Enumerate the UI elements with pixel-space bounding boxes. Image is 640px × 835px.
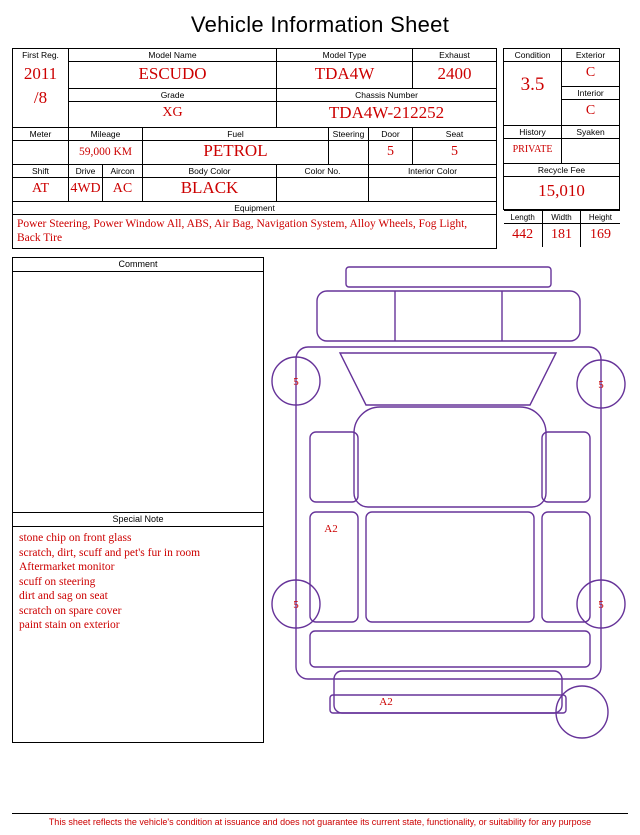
first-reg-year: 2011: [23, 64, 58, 83]
damage-mark: 5: [293, 376, 299, 388]
damage-mark: A2: [324, 523, 338, 535]
door-label-cell: [369, 128, 413, 141]
interior-label: Interior: [577, 88, 604, 99]
front-bumper-shape: [346, 267, 551, 287]
height-value: 169: [589, 226, 611, 242]
condition-table: [503, 48, 620, 249]
special-note-line: scratch, dirt, scuff and pet's fur in room: [19, 546, 201, 559]
shift-label-cell: [13, 165, 69, 178]
recycle-fee-label: Recycle Fee: [537, 165, 586, 176]
width-label: Width: [551, 212, 572, 222]
special-note-line: dirt and sag on seat: [19, 590, 108, 602]
steering-label: Steering: [332, 129, 365, 139]
spare-tire: [556, 686, 608, 738]
first-reg-month: /8: [33, 88, 48, 107]
exhaust-value-cell: [413, 62, 497, 89]
interior-color-label: Interior Color: [407, 166, 458, 176]
special-note-list: [13, 527, 263, 637]
history-label: History: [519, 126, 546, 137]
seat-value: 5: [451, 144, 459, 159]
shift-value: AT: [31, 181, 50, 196]
interior-value-cell: [562, 100, 620, 125]
left-front-seat: [310, 432, 358, 502]
length-label: Length: [510, 212, 535, 222]
condition-value-cell: [504, 62, 562, 126]
comment-box: [12, 257, 264, 513]
right-front-seat: [542, 432, 590, 502]
dimension-table: [504, 210, 620, 247]
seat-label-cell: [413, 128, 497, 141]
condition-label: Condition: [514, 50, 551, 60]
drive-value-cell: [69, 178, 103, 202]
equipment-label: Equipment: [234, 203, 275, 213]
steering-label-cell: [329, 128, 369, 141]
aircon-label: Aircon: [110, 166, 135, 176]
color-no-value-cell: [277, 178, 369, 202]
door-value: 5: [387, 144, 395, 159]
drive-label: Drive: [75, 166, 96, 176]
shift-value-cell: [13, 178, 69, 202]
trunk-shape: [310, 631, 590, 667]
meter-value-cell: [13, 141, 69, 165]
special-note-box: [12, 513, 264, 743]
height-value-cell: [581, 223, 620, 247]
width-label-cell: [542, 210, 581, 223]
model-type-label: Model Type: [322, 50, 367, 60]
aircon-value: AC: [112, 181, 133, 196]
interior-color-value-cell: [369, 178, 497, 202]
syaken-label-cell: [562, 125, 620, 138]
body-color-value-cell: [143, 178, 277, 202]
seat-value-cell: [413, 141, 497, 165]
model-name-value-cell: [69, 62, 277, 89]
shift-label: Shift: [31, 166, 49, 176]
body-color-label-cell: [143, 165, 277, 178]
seat-label: Seat: [445, 129, 464, 139]
equipment-value-cell: [13, 215, 497, 249]
interior-value: C: [585, 103, 596, 119]
model-type-label-cell: [277, 49, 413, 62]
mileage-value: 59,000 KM: [78, 146, 133, 158]
chassis-value: TDA4W-212252: [328, 103, 445, 122]
history-label-cell: [504, 125, 562, 138]
history-value-cell: [504, 138, 562, 163]
body-outline: [296, 347, 601, 679]
vehicle-damage-diagram: [270, 257, 628, 743]
syaken-label: Syaken: [576, 126, 605, 137]
exhaust-value: 2400: [437, 64, 472, 83]
length-value-cell: [504, 223, 543, 247]
mileage-label-cell: [69, 128, 143, 141]
grade-value-cell: [69, 102, 277, 128]
grade-label: Grade: [160, 90, 185, 100]
special-note-header: Special Note: [13, 513, 263, 527]
syaken-value: [562, 139, 619, 157]
comment-header: Comment: [13, 258, 263, 272]
drive-label-cell: [69, 165, 103, 178]
color-no-label: Color No.: [304, 166, 341, 176]
exterior-value: C: [585, 65, 596, 80]
chassis-value-cell: [277, 102, 497, 128]
fuel-value-cell: [143, 141, 329, 165]
notes-column: [12, 257, 264, 743]
first-reg-label: First Reg.: [22, 50, 59, 60]
grade-value: XG: [162, 105, 183, 120]
dimension-cell: [504, 209, 620, 249]
special-note-line: Aftermarket monitor: [19, 561, 115, 573]
chassis-label-cell: [277, 89, 497, 102]
car-outline-svg: [270, 257, 628, 747]
chassis-label: Chassis Number: [355, 90, 418, 100]
damage-mark: 5: [598, 379, 604, 391]
model-name-value: ESCUDO: [138, 64, 207, 83]
exhaust-label-cell: [413, 49, 497, 62]
special-note-line: stone chip on front glass: [19, 532, 132, 544]
recycle-value-cell: [504, 177, 620, 210]
rear-panel-shape: [334, 671, 562, 713]
color-no-label-cell: [277, 165, 369, 178]
steering-value-cell: [329, 141, 369, 165]
height-label-cell: [581, 210, 620, 223]
interior-label-cell: [562, 87, 620, 100]
special-note-line: scratch on spare cover: [19, 604, 122, 617]
meter-label: Meter: [29, 129, 52, 139]
mileage-value-cell: [69, 141, 143, 165]
info-block: [12, 48, 628, 249]
exterior-label: Exterior: [575, 50, 606, 60]
drive-value: 4WD: [70, 181, 101, 196]
length-value: 442: [512, 226, 534, 242]
recycle-fee-value: 15,010: [538, 181, 585, 201]
width-value: 181: [551, 226, 573, 242]
model-type-value: TDA4W: [314, 64, 375, 83]
condition-label-cell: [504, 49, 562, 62]
roof-shape: [354, 407, 546, 507]
lower-section: [12, 257, 628, 743]
fuel-label-cell: [143, 128, 329, 141]
damage-mark: 5: [598, 599, 604, 611]
exterior-label-cell: [562, 49, 620, 62]
right-rear-panel: [542, 512, 590, 622]
hood-shape: [317, 291, 580, 341]
footer-disclaimer: This sheet reflects the vehicle's condition at issuance and does not guarantee its current state, functionality, or suitability for any purpose: [12, 813, 628, 827]
comment-text: [13, 272, 263, 280]
equipment-value: Power Steering, Power Window All, ABS, Air Bag, Navigation System, Alloy Wheels, Fog Light, Back Tire: [17, 218, 468, 244]
exhaust-label: Exhaust: [439, 50, 470, 60]
body-color-label: Body Color: [188, 166, 231, 176]
exterior-value-cell: [562, 62, 620, 87]
equipment-label-cell: [13, 202, 497, 215]
model-name-label: Model Name: [148, 50, 197, 60]
vehicle-spec-table: [12, 48, 497, 249]
length-label-cell: [504, 210, 543, 223]
fuel-label: Fuel: [227, 129, 244, 139]
meter-label-cell: [13, 128, 69, 141]
door-label: Door: [381, 129, 400, 139]
rear-seat: [366, 512, 534, 622]
recycle-label-cell: [504, 164, 620, 177]
syaken-value-cell: [562, 138, 620, 163]
damage-mark: 5: [293, 599, 299, 611]
mileage-label: Mileage: [90, 129, 121, 139]
height-label: Height: [588, 212, 612, 222]
door-value-cell: [369, 141, 413, 165]
body-color-value: BLACK: [180, 178, 239, 197]
first-reg-cell: [13, 49, 69, 128]
meter-value: [13, 141, 68, 163]
interior-color-label-cell: [369, 165, 497, 178]
width-value-cell: [542, 223, 581, 247]
model-name-label-cell: [69, 49, 277, 62]
aircon-label-cell: [103, 165, 143, 178]
special-note-line: scuff on steering: [19, 575, 96, 588]
condition-value: 3.5: [520, 74, 545, 95]
history-value: PRIVATE: [512, 143, 553, 155]
windshield-shape: [340, 353, 556, 405]
special-note-line: paint stain on exterior: [19, 619, 120, 631]
page-title: Vehicle Information Sheet: [190, 12, 450, 37]
damage-mark: A2: [379, 696, 393, 708]
model-type-value-cell: [277, 62, 413, 89]
fuel-value: PETROL: [203, 141, 268, 160]
aircon-value-cell: [103, 178, 143, 202]
rear-bumper-shape: [330, 695, 566, 713]
grade-label-cell: [69, 89, 277, 102]
